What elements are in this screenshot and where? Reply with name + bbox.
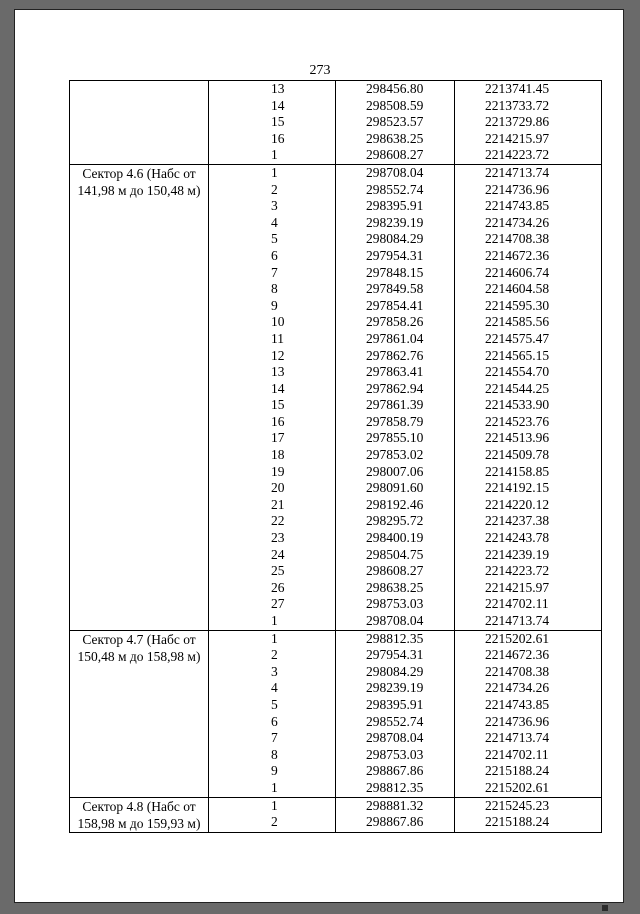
coordinate-x: 298867.86 — [366, 814, 424, 830]
coordinate-y: 2215202.61 — [485, 779, 550, 795]
point-number: 15 — [271, 397, 285, 413]
coordinate-y: 2214734.26 — [485, 680, 550, 696]
coordinate-y: 2215188.24 — [485, 763, 550, 779]
coordinate-x-cell — [336, 164, 455, 630]
point-number: 15 — [271, 114, 285, 130]
coordinate-y: 2214192.15 — [485, 480, 550, 496]
coordinate-y: 2215202.61 — [485, 630, 550, 646]
page-number: 273 — [309, 63, 331, 78]
coordinate-y: 2214595.30 — [485, 297, 550, 313]
point-number: 5 — [271, 696, 278, 712]
coordinate-x: 298753.03 — [366, 596, 424, 612]
point-number: 14 — [271, 380, 285, 396]
coordinate-y: 2214672.36 — [485, 247, 550, 263]
coordinate-x: 298504.75 — [366, 546, 424, 562]
coordinate-y: 2214544.25 — [485, 380, 550, 396]
coordinate-x: 297954.31 — [366, 647, 424, 663]
point-number: 19 — [271, 463, 285, 479]
coordinate-y: 2214243.78 — [485, 530, 550, 546]
coordinate-y: 2214702.11 — [485, 596, 549, 612]
coordinate-x: 298456.80 — [366, 81, 424, 96]
coordinate-y: 2214565.15 — [485, 347, 550, 363]
coordinate-y: 2214743.85 — [485, 198, 550, 214]
coordinate-y: 2214702.11 — [485, 746, 549, 762]
point-number: 18 — [271, 447, 285, 463]
coordinate-x: 298638.25 — [366, 130, 424, 146]
coordinate-y: 2214554.70 — [485, 364, 550, 380]
coordinate-y: 2213733.72 — [485, 97, 550, 113]
coordinate-x: 298295.72 — [366, 513, 424, 529]
coordinates-table — [69, 80, 602, 833]
coordinate-x: 298708.04 — [366, 613, 424, 628]
coordinate-y: 2215245.23 — [485, 797, 550, 813]
point-number: 17 — [271, 430, 285, 446]
point-number: 6 — [271, 247, 278, 263]
coordinate-y: 2214533.90 — [485, 397, 550, 413]
coordinate-x: 297855.10 — [366, 430, 424, 446]
point-number: 16 — [271, 413, 285, 429]
point-number-cell — [209, 81, 336, 165]
point-number: 2 — [271, 814, 278, 830]
coordinate-y: 2214604.58 — [485, 281, 550, 297]
point-number: 1 — [271, 613, 278, 628]
point-number: 7 — [271, 730, 278, 746]
point-number: 23 — [271, 530, 285, 546]
coordinate-y: 2214223.72 — [485, 563, 550, 579]
coordinate-x: 298239.19 — [366, 680, 424, 696]
sector-row — [70, 164, 602, 630]
coordinate-y: 2214158.85 — [485, 463, 550, 479]
point-number: 27 — [271, 596, 285, 612]
coordinate-x-cell — [336, 797, 455, 832]
coordinate-x: 298395.91 — [366, 696, 424, 712]
coordinate-x: 297854.41 — [366, 297, 424, 313]
coordinate-x: 298812.35 — [366, 779, 424, 795]
point-number: 9 — [271, 763, 278, 779]
coordinate-x: 298192.46 — [366, 496, 424, 512]
point-number: 8 — [271, 281, 278, 297]
coordinate-y-cell — [455, 164, 602, 630]
point-number: 4 — [271, 680, 278, 696]
point-number: 26 — [271, 579, 285, 595]
coordinate-y: 2214713.74 — [485, 613, 550, 628]
coordinate-y: 2213729.86 — [485, 114, 550, 130]
coordinate-y-cell — [455, 81, 602, 165]
sector-name-cell: Сектор 4.6 (Набс от 141,98 м до 150,48 м) — [70, 164, 209, 630]
coordinate-y: 2214237.38 — [485, 513, 550, 529]
point-number: 3 — [271, 198, 278, 214]
coordinate-y: 2214223.72 — [485, 147, 550, 163]
coordinate-x: 298812.35 — [366, 630, 424, 646]
point-number-cell — [209, 797, 336, 832]
point-number: 5 — [271, 231, 278, 247]
coordinate-x-cell — [336, 630, 455, 797]
coordinate-y: 2214220.12 — [485, 496, 550, 512]
coordinate-x: 297848.15 — [366, 264, 424, 280]
point-number: 1 — [271, 630, 278, 646]
sector-row — [70, 630, 602, 797]
coordinate-x: 298608.27 — [366, 147, 424, 163]
point-number-cell — [209, 164, 336, 630]
coordinate-x: 298007.06 — [366, 463, 424, 479]
coordinate-x: 298239.19 — [366, 214, 424, 230]
coordinate-x: 297863.41 — [366, 364, 424, 380]
coordinate-x: 297849.58 — [366, 281, 424, 297]
point-number: 13 — [271, 81, 285, 96]
point-number: 8 — [271, 746, 278, 762]
coordinate-y: 2214513.96 — [485, 430, 550, 446]
coordinate-x: 297861.04 — [366, 330, 424, 346]
coordinate-x: 297858.79 — [366, 413, 424, 429]
coordinate-y: 2214523.76 — [485, 413, 550, 429]
coordinate-y: 2214509.78 — [485, 447, 550, 463]
coordinate-x: 298552.74 — [366, 713, 424, 729]
point-number: 21 — [271, 496, 285, 512]
point-number: 11 — [271, 330, 284, 346]
point-number: 10 — [271, 314, 285, 330]
coordinate-y: 2214215.97 — [485, 130, 550, 146]
coordinate-x: 297853.02 — [366, 447, 424, 463]
point-number: 2 — [271, 181, 278, 197]
coordinate-y: 2214713.74 — [485, 730, 550, 746]
coordinate-x: 298708.04 — [366, 164, 424, 180]
coordinate-x: 298638.25 — [366, 579, 424, 595]
coordinate-x: 297862.76 — [366, 347, 424, 363]
coordinate-y: 2214239.19 — [485, 546, 550, 562]
coordinate-y: 2214734.26 — [485, 214, 550, 230]
coordinate-x: 297858.26 — [366, 314, 424, 330]
coordinate-y: 2214736.96 — [485, 713, 550, 729]
coordinate-y: 2214575.47 — [485, 330, 550, 346]
coordinate-y: 2214672.36 — [485, 647, 550, 663]
sector-name-cell: Сектор 4.8 (Набс от 158,98 м до 159,93 м) — [70, 797, 209, 832]
point-number: 1 — [271, 779, 278, 795]
point-number: 1 — [271, 147, 278, 163]
coordinate-x: 298608.27 — [366, 563, 424, 579]
point-number: 16 — [271, 130, 285, 146]
coordinate-y: 2214736.96 — [485, 181, 550, 197]
coordinate-x: 297954.31 — [366, 247, 424, 263]
point-number: 1 — [271, 164, 278, 180]
point-number: 25 — [271, 563, 285, 579]
point-number: 7 — [271, 264, 278, 280]
coordinate-y-cell — [455, 630, 602, 797]
coordinate-y: 2214215.97 — [485, 579, 550, 595]
coordinate-x: 298708.04 — [366, 730, 424, 746]
coordinate-y: 2214585.56 — [485, 314, 550, 330]
coordinate-y: 2214708.38 — [485, 231, 550, 247]
point-number-cell — [209, 630, 336, 797]
coordinate-x: 298508.59 — [366, 97, 424, 113]
coordinate-x: 298084.29 — [366, 663, 424, 679]
coordinate-y: 2214606.74 — [485, 264, 550, 280]
coordinate-x: 298395.91 — [366, 198, 424, 214]
point-number: 12 — [271, 347, 285, 363]
point-number: 22 — [271, 513, 285, 529]
point-number: 1 — [271, 797, 278, 813]
point-number: 13 — [271, 364, 285, 380]
coordinate-x: 298523.57 — [366, 114, 424, 130]
point-number: 2 — [271, 647, 278, 663]
sector-name-cell: Сектор 4.7 (Набс от 150,48 м до 158,98 м) — [70, 630, 209, 797]
scan-corner-mark — [602, 905, 608, 911]
coordinate-y: 2213741.45 — [485, 81, 550, 96]
coordinate-x: 298867.86 — [366, 763, 424, 779]
coordinate-y: 2214708.38 — [485, 663, 550, 679]
point-number: 4 — [271, 214, 278, 230]
point-number: 20 — [271, 480, 285, 496]
point-number: 24 — [271, 546, 285, 562]
coordinate-y: 2214743.85 — [485, 696, 550, 712]
sector-row — [70, 797, 602, 832]
coordinate-x: 297862.94 — [366, 380, 424, 396]
coordinate-x: 298881.32 — [366, 797, 424, 813]
coordinate-x: 298400.19 — [366, 530, 424, 546]
coordinate-x: 298552.74 — [366, 181, 424, 197]
point-number: 9 — [271, 297, 278, 313]
coordinate-x: 297861.39 — [366, 397, 424, 413]
point-number: 3 — [271, 663, 278, 679]
point-number: 14 — [271, 97, 285, 113]
coordinate-x: 298753.03 — [366, 746, 424, 762]
sector-name-cell — [70, 81, 209, 165]
coordinate-y: 2214713.74 — [485, 164, 550, 180]
coordinate-y: 2215188.24 — [485, 814, 550, 830]
coordinate-x-cell — [336, 81, 455, 165]
coordinate-x: 298091.60 — [366, 480, 424, 496]
coordinate-x: 298084.29 — [366, 231, 424, 247]
sector-row — [70, 81, 602, 165]
coordinate-y-cell — [455, 797, 602, 832]
point-number: 6 — [271, 713, 278, 729]
